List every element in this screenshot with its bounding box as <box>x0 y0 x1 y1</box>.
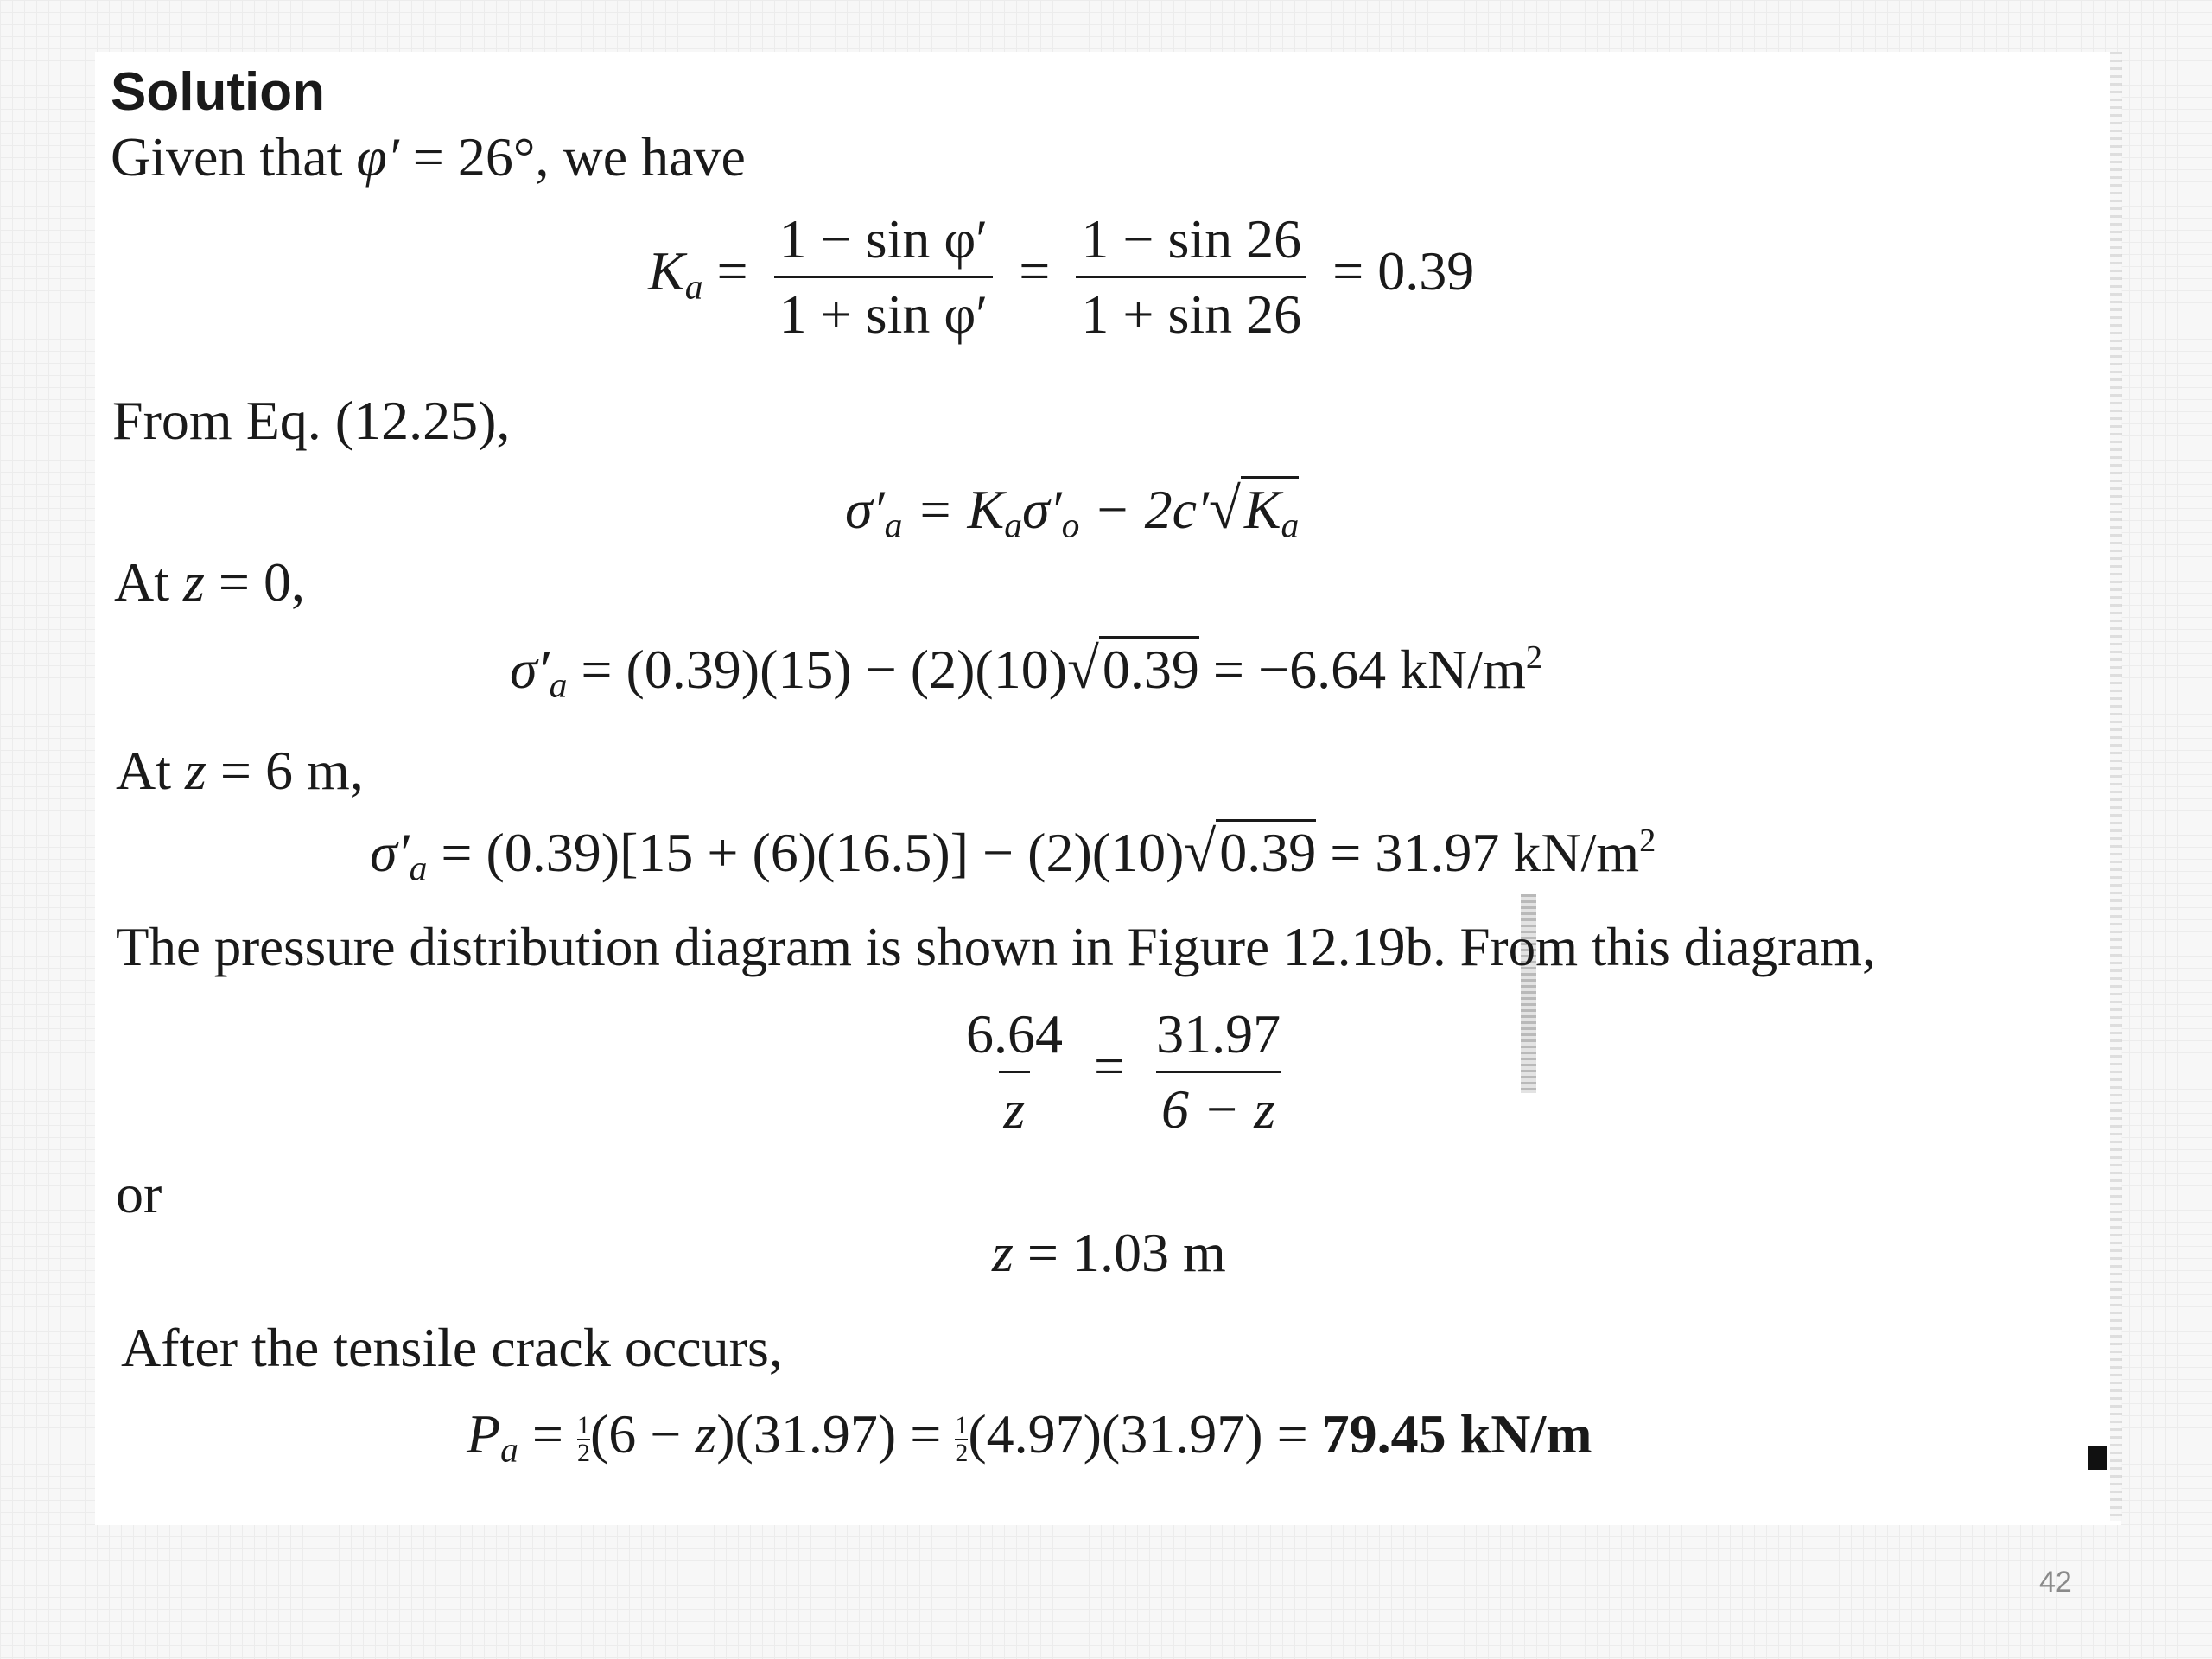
z-result <box>992 1222 1226 1283</box>
z-result-z: z <box>992 1222 1014 1283</box>
pa-lhs-sub: a <box>500 1429 518 1470</box>
z6-lhs-sub: a <box>409 848 428 888</box>
at-z0-post: = 0, <box>218 551 305 613</box>
z-result-rest: = 1.03 m <box>1027 1222 1226 1283</box>
equation-z6 <box>370 819 1656 888</box>
sqrt-icon: √ <box>1067 636 1099 701</box>
z0-lhs-sub: a <box>549 664 568 705</box>
ratio-den1: z <box>999 1071 1031 1137</box>
ka-result: = 0.39 <box>1332 240 1475 302</box>
at-z6-z: z <box>185 740 207 801</box>
z0-lhs: σ′ <box>510 639 550 700</box>
scan-edge-artifact <box>2110 52 2122 1521</box>
gen-mid2-sub: o <box>1061 505 1080 545</box>
given-rest: = 26°, we have <box>412 126 746 188</box>
given-line <box>111 126 746 188</box>
ratio-num2: 31.97 <box>1156 1003 1281 1065</box>
pa-part1b: )(31.97) = <box>716 1403 942 1465</box>
after-crack-text: After the tensile crack occurs, <box>121 1317 783 1378</box>
sqrt-icon: √ <box>1184 819 1217 884</box>
at-z0-label <box>114 551 305 613</box>
gen-root <box>1241 476 1300 545</box>
ratio-equation <box>949 1003 1298 1140</box>
solution-heading: Solution <box>111 62 325 122</box>
z6-body: = (0.39)[15 + (6)(16.5)] − (2)(10) <box>441 822 1185 883</box>
gen-root-sub: a <box>1281 505 1300 545</box>
pa-z: z <box>695 1403 717 1465</box>
gen-mid-sub: a <box>1004 505 1023 545</box>
gen-mid2: σ′ <box>1022 479 1062 540</box>
z0-root: 0.39 <box>1099 636 1199 700</box>
or-word: or <box>116 1163 162 1224</box>
z0-body: = (0.39)(15) − (2)(10) <box>581 639 1068 700</box>
at-z6-pre: At <box>116 740 171 801</box>
from-eq-text: From Eq. (12.25), <box>112 390 511 451</box>
ka-num2: 1 − sin 26 <box>1081 208 1302 270</box>
gen-mid3: − 2c′ <box>1093 479 1209 540</box>
ka-lhs: K <box>648 240 685 302</box>
z6-sup: 2 <box>1639 822 1656 859</box>
z6-result: = 31.97 kN/m <box>1330 822 1640 883</box>
pressure-text: The pressure distribution diagram is shown in Figure 12.19b. From this diagram, <box>116 917 1876 977</box>
ka-num1: 1 − sin φ′ <box>779 208 988 270</box>
pa-eq1: = <box>531 1403 563 1465</box>
z6-lhs: σ′ <box>370 822 410 883</box>
half-den: 2 <box>576 1439 590 1468</box>
pa-lhs: P <box>467 1403 501 1465</box>
pa-part1: (6 − <box>589 1403 682 1465</box>
at-z0-pre: At <box>114 551 169 613</box>
half-den: 2 <box>955 1439 969 1468</box>
ratio-fraction-2 <box>1151 1003 1286 1140</box>
at-z6-label <box>116 740 364 801</box>
general-equation <box>845 476 1300 545</box>
equation-z0 <box>510 636 1543 705</box>
half-fraction-1 <box>577 1413 590 1466</box>
gen-lhs-sub: a <box>884 505 903 545</box>
z6-root: 0.39 <box>1216 819 1316 883</box>
gen-mid: = K <box>916 479 1005 540</box>
gen-lhs: σ′ <box>845 479 885 540</box>
page-number: 42 <box>2039 1566 2072 1599</box>
pa-result: 79.45 kN/m <box>1321 1403 1592 1465</box>
z0-sup: 2 <box>1525 639 1543 676</box>
ka-fraction-1 <box>774 208 994 345</box>
pa-equation <box>467 1403 1592 1470</box>
ratio-num1: 6.64 <box>966 1003 1063 1065</box>
pa-part2: (4.97)(31.97) = <box>968 1403 1308 1465</box>
half-num: 1 <box>576 1411 590 1440</box>
ka-den2: 1 + sin 26 <box>1076 276 1306 342</box>
ka-equation: $K_a$ = $\frac{\text{1 − sin φ′}}{\text{1 + sin φ′}}$ = $\frac{1 - \sin 26}{1 + \sin 26}$ = 0.39 <box>648 208 1475 345</box>
at-z6-post: = 6 m, <box>219 740 364 801</box>
gen-root-text: K <box>1243 479 1281 540</box>
ka-fraction-2 <box>1076 208 1306 345</box>
at-z0-z: z <box>183 551 205 613</box>
qed-square-icon <box>2088 1424 2107 1479</box>
ratio-den2: 6 − z <box>1156 1071 1281 1137</box>
ratio-fraction-1 <box>961 1003 1068 1140</box>
ka-den1: 1 + sin φ′ <box>774 276 994 342</box>
z0-result: = −6.64 kN/m <box>1212 639 1526 700</box>
ka-lhs-sub: a <box>684 266 703 307</box>
sqrt-icon: √ <box>1208 476 1241 541</box>
given-prefix: Given that <box>111 126 343 188</box>
ratio-eq-sign: = <box>1094 1035 1126 1097</box>
given-symbol: φ′ <box>356 126 399 188</box>
half-fraction-2 <box>955 1413 968 1466</box>
half-num: 1 <box>955 1411 969 1440</box>
